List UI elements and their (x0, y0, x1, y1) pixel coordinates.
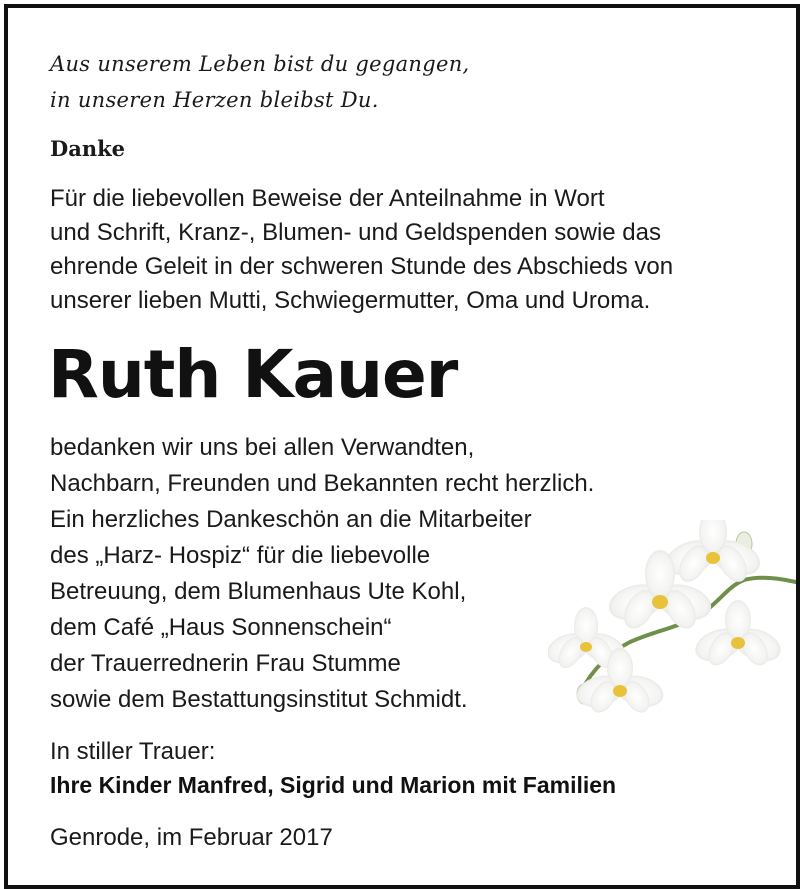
thanks-line: bedanken wir uns bei allen Verwandten, (50, 434, 475, 461)
verse-line: in unseren Herzen bleibst Du. (50, 88, 379, 112)
thanks-line: der Trauerrednerin Frau Stumme (50, 650, 401, 677)
thanks-line: Ein herzliches Dankeschön an die Mitarbeiter (50, 506, 532, 533)
obituary-card (4, 4, 800, 889)
intro-paragraph (50, 182, 673, 318)
intro-line: und Schrift, Kranz-, Blumen- und Geldspenden sowie das (50, 219, 662, 246)
intro-line: ehrende Geleit in der schweren Stunde des Abschieds von (50, 253, 674, 280)
mourning-label: In stiller Trauer: (50, 738, 216, 765)
thanks-paragraph (50, 430, 594, 718)
thanks-line: des „Harz- Hospiz“ für die liebevolle (50, 542, 431, 569)
intro-line: unserer lieben Mutti, Schwiegermutter, Oma und Uroma. (50, 287, 651, 314)
thanks-line: Nachbarn, Freunden und Bekannten recht herzlich. (50, 470, 595, 497)
intro-line: Für die liebevollen Beweise der Anteilnahme in Wort (50, 185, 605, 212)
thanks-line: Betreuung, dem Blumenhaus Ute Kohl, (50, 578, 467, 605)
deceased-name: Ruth Kauer (48, 336, 458, 413)
orchid-flowers-icon (548, 520, 796, 730)
mourners-signature: Ihre Kinder Manfred, Sigrid und Marion mit Familien (50, 772, 617, 798)
place-date: Genrode, im Februar 2017 (50, 824, 333, 851)
thanks-heading: Danke (50, 136, 125, 161)
thanks-line: sowie dem Bestattungsinstitut Schmidt. (50, 686, 468, 713)
verse-line: Aus unserem Leben bist du gegangen, (50, 52, 470, 76)
thanks-line: dem Café „Haus Sonnenschein“ (50, 614, 392, 641)
memorial-verse (50, 46, 470, 118)
